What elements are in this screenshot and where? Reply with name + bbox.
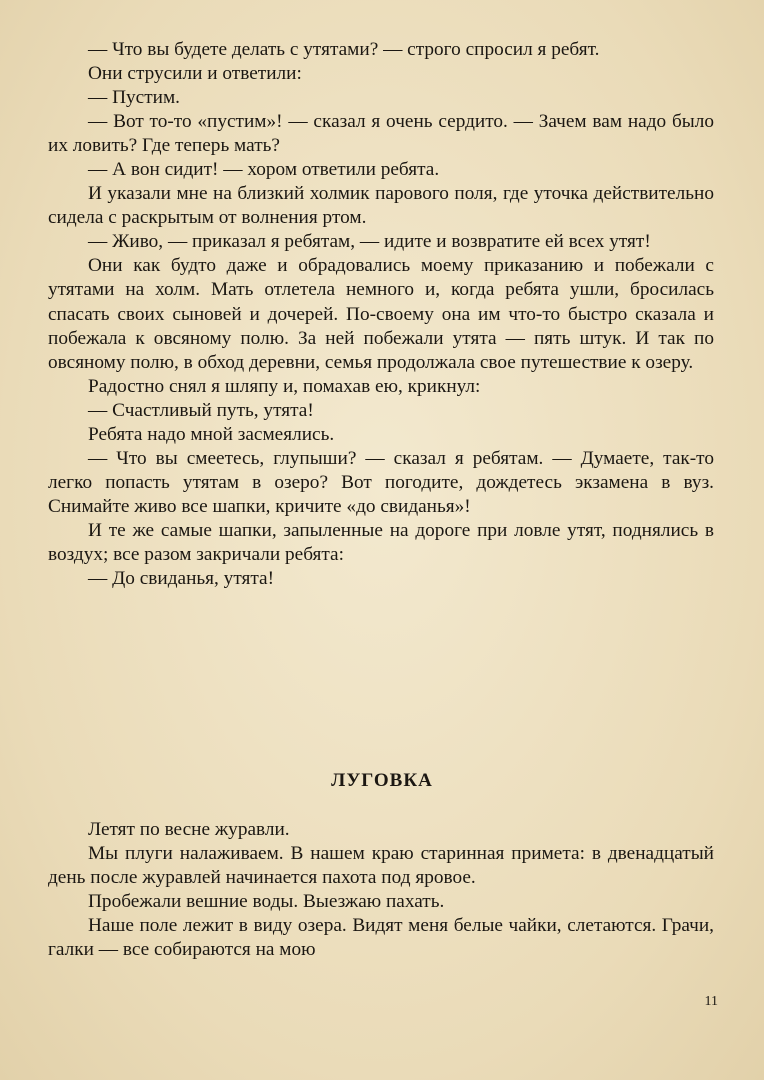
paragraph: — А вон сидит! — хором ответили ребята. [88,159,440,181]
page-number: 11 [704,994,718,1009]
chapter-text [48,818,714,962]
paragraph: — Что вы смеетесь, глупыши? — сказал я ребятам. — Думаете, так-то легко попасть утятам в озеро? Вот погодите, дождетесь экзамена в вуз. Снимайте живо все шапки, кричите «до свиданья»! [48,447,714,517]
story-end-text [48,38,714,591]
paragraph: И указали мне на близкий холмик парового поля, где уточка действительно сидела с раскрытым от волнения ртом. [48,183,714,229]
paragraph: Они как будто даже и обрадовались моему приказанию и побежали с утятами на холм. Мать отлетела немного и, когда ребята ушли, бросилась спасать своих сыновей и дочерей. По-своему она им что-то быстро сказала и побежала к овсяному полю. За ней побежали утята — пять штук. И так по овсяному полю, в обход деревни, семья продолжала свое путешествие к озеру. [48,255,714,373]
paragraph: И те же самые шапки, запыленные на дороге при ловле утят, поднялись в воздух; все разом закричали ребята: [48,519,714,565]
paragraph: Пробежали вешние воды. Выезжаю пахать. [88,891,445,913]
paragraph: Мы плуги налаживаем. В нашем краю старинная примета: в двенадцатый день после журавлей начинается пахота под яровое. [48,843,714,889]
paragraph: Радостно снял я шляпу и, помахав ею, крикнул: [88,375,481,397]
paragraph: Летят по весне журавли. [88,819,290,840]
paragraph: — Что вы будете делать с утятами? — строго спросил я ребят. [88,39,600,60]
paragraph: Ребята надо мной засмеялись. [88,423,335,445]
paragraph: — До свиданья, утята! [88,568,275,590]
paragraph: — Живо, — приказал я ребятам, — идите и возвратите ей всех утят! [88,231,651,253]
paragraph: — Счастливый путь, утята! [88,399,314,421]
paragraph: — Вот то-то «пустим»! — сказал я очень сердито. — Зачем вам надо было их ловить? Где теперь мать? [48,111,714,157]
paragraph: — Пустим. [88,87,180,109]
paragraph: Они струсили и ответили: [88,63,302,85]
paragraph: Наше поле лежит в виду озера. Видят меня белые чайки, слетаются. Грачи, галки — все собираются на мою [48,915,714,961]
chapter-title: ЛУГОВКА [331,770,433,791]
